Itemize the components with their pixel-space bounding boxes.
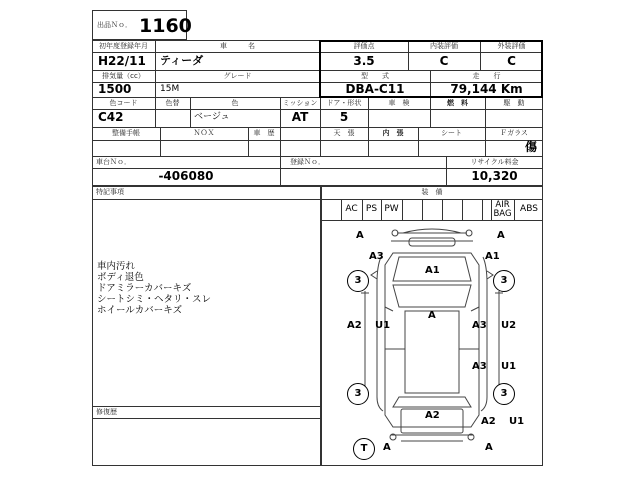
doors-label: ドア・形状 bbox=[326, 99, 362, 107]
color-code-label: 色コード bbox=[109, 99, 138, 107]
roof-label: 天 張 bbox=[333, 129, 355, 137]
color-change-label: 色替 bbox=[165, 99, 180, 107]
equipment-blank bbox=[402, 200, 423, 220]
displacement-value: 1500 bbox=[98, 82, 132, 96]
damage-rear-right-u1: U1 bbox=[509, 416, 525, 427]
car-name-label: 車 名 bbox=[220, 42, 255, 50]
f-glass-label: Ｆガラス bbox=[500, 129, 528, 137]
lot-number: 1160 bbox=[139, 15, 192, 37]
reg-no-label: 登録Ｎｏ． bbox=[290, 158, 325, 166]
tire-front-left: 3 bbox=[347, 270, 369, 292]
recycle-value: 10,320 bbox=[471, 169, 518, 183]
repair-label: 修復歴 bbox=[96, 408, 117, 416]
grade-score-label: 評価点 bbox=[353, 42, 375, 50]
damage-hood: A1 bbox=[425, 265, 440, 276]
interior-label: 内装評価 bbox=[430, 42, 458, 50]
color-code-value: C42 bbox=[98, 110, 124, 124]
equipment-blank bbox=[462, 200, 483, 220]
damage-front-left-corner: A bbox=[356, 230, 364, 241]
damage-trunk: A2 bbox=[425, 410, 440, 421]
car-name-value: ティーダ bbox=[160, 54, 204, 67]
tire-rear-left: 3 bbox=[347, 383, 369, 405]
equipment-spacer bbox=[321, 200, 342, 220]
equipment-blank bbox=[422, 200, 443, 220]
equipment-pw: PW bbox=[381, 200, 403, 220]
interior-value: C bbox=[439, 54, 449, 68]
recycle-label: リサイクル料金 bbox=[470, 158, 519, 166]
equipment-airbag: AIR BAG bbox=[491, 200, 515, 220]
remark-item: ホイールカバーキズ bbox=[97, 305, 183, 316]
damage-rear-left-corner: A bbox=[383, 442, 391, 453]
spare-tire: T bbox=[353, 438, 375, 460]
damage-right-front-door-a3: A3 bbox=[472, 320, 487, 331]
grade-value: 15M bbox=[160, 84, 180, 94]
damage-left-front-door-a2: A2 bbox=[347, 320, 362, 331]
car-diagram bbox=[321, 221, 543, 466]
fuel-label: 燃 料 bbox=[447, 99, 468, 107]
remark-item: ドアミラーカバーキズ bbox=[97, 283, 192, 294]
grade-score-value: 3.5 bbox=[353, 54, 375, 68]
remarks-list bbox=[97, 261, 211, 316]
remark-item: ボディ退色 bbox=[97, 272, 144, 283]
mission-value: AT bbox=[291, 110, 309, 124]
damage-front-right-corner: A bbox=[497, 230, 505, 241]
equipment-ac: AC bbox=[341, 200, 363, 220]
color-label: 色 bbox=[231, 99, 239, 107]
notes-label: 特記事項 bbox=[96, 188, 124, 196]
exterior-value: C bbox=[507, 54, 516, 68]
tire-front-right: 3 bbox=[493, 270, 515, 292]
damage-rear-right-corner: A bbox=[485, 442, 493, 453]
equipment-ps: PS bbox=[362, 200, 382, 220]
mileage-value: 79,144 Km bbox=[450, 82, 523, 96]
damage-front-left-fender: A3 bbox=[369, 251, 384, 262]
damage-right-rear-door-u1: U1 bbox=[501, 361, 517, 372]
model-label: 型 式 bbox=[361, 72, 389, 80]
first-reg-label: 初年度登録年月 bbox=[99, 42, 148, 50]
damage-rear-right-a2: A2 bbox=[481, 416, 496, 427]
first-reg-value: H22/11 bbox=[98, 54, 146, 68]
nox-label: ＮＯＸ bbox=[193, 129, 215, 137]
lot-label: 出品Ｎｏ． bbox=[97, 21, 132, 29]
lot-number-box bbox=[92, 10, 192, 40]
mission-label: ミッション bbox=[282, 99, 318, 107]
doors-value: 5 bbox=[339, 110, 349, 124]
equipment-blank bbox=[442, 200, 463, 220]
grade-label: グレード bbox=[223, 72, 252, 80]
equipment-row bbox=[321, 200, 543, 220]
maintenance-label: 整備手帳 bbox=[112, 129, 140, 137]
color-value: ベージュ bbox=[194, 112, 230, 122]
history-label: 車 歴 bbox=[253, 129, 275, 137]
damage-roof: A bbox=[428, 310, 436, 321]
chassis-no-label: 車台Ｎｏ． bbox=[96, 158, 131, 166]
equipment-label: 装 備 bbox=[421, 188, 443, 196]
damage-left-front-door-u1: U1 bbox=[375, 320, 391, 331]
mileage-label: 走 行 bbox=[472, 72, 501, 80]
model-value: DBA-C11 bbox=[345, 82, 405, 96]
f-glass-value: 傷 bbox=[524, 140, 537, 154]
exterior-label: 外装評価 bbox=[497, 42, 526, 50]
tire-rear-right: 3 bbox=[493, 383, 515, 405]
remark-item: 車内汚れ bbox=[97, 261, 136, 272]
chassis-no-value: -406080 bbox=[158, 169, 214, 183]
drive-label: 駆 動 bbox=[503, 99, 525, 107]
displacement-label: 排気量（cc） bbox=[102, 72, 145, 80]
remark-item: シートシミ・ヘタリ・スレ bbox=[97, 294, 212, 305]
notes-box bbox=[92, 186, 321, 466]
interior2-label: 内 張 bbox=[382, 129, 404, 137]
equipment-abs: ABS bbox=[520, 204, 538, 214]
damage-front-right-fender: A1 bbox=[485, 251, 500, 262]
seat-label: シート bbox=[441, 129, 462, 137]
damage-right-rear-door-a3: A3 bbox=[472, 361, 487, 372]
damage-right-front-door-u2: U2 bbox=[501, 320, 517, 331]
inspection-label: 車 検 bbox=[388, 99, 410, 107]
